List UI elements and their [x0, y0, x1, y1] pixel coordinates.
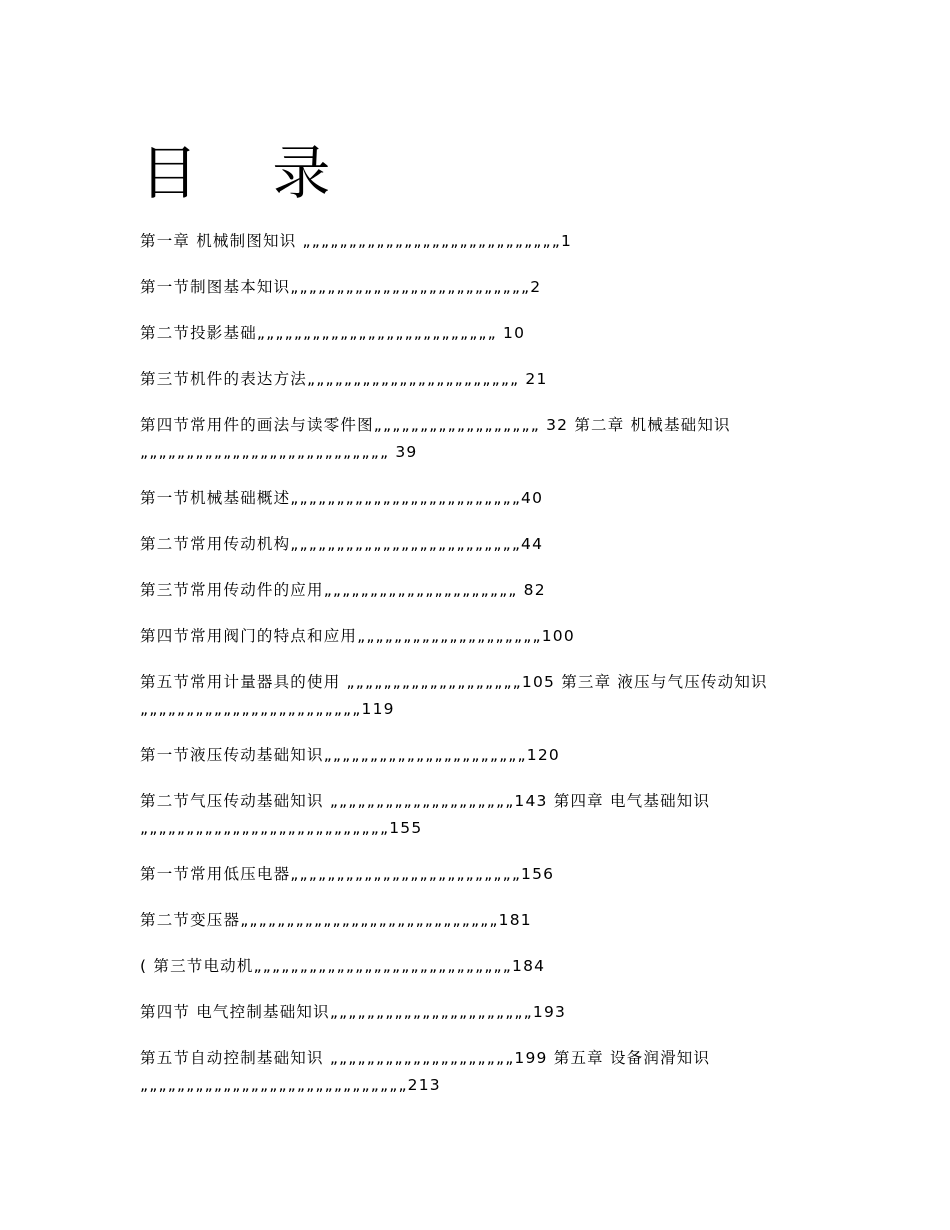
toc-entry: 第一节机械基础概述„„„„„„„„„„„„„„„„„„„„„„„„„40	[140, 489, 544, 507]
toc-entry: 第一章 机械制图知识 „„„„„„„„„„„„„„„„„„„„„„„„„„„„1	[140, 232, 573, 250]
toc-entry: 第二节常用传动机构„„„„„„„„„„„„„„„„„„„„„„„„„44	[140, 535, 544, 553]
toc-entry: 第五节自动控制基础知识 „„„„„„„„„„„„„„„„„„„„199 第五章 设备润滑知识„„„„„„„„„„„„„„„„„„„„„„„„„„„„„213	[140, 1049, 711, 1094]
toc-entry: 第四节 电气控制基础知识„„„„„„„„„„„„„„„„„„„„„„193	[140, 1003, 567, 1021]
toc-entry: 第二节变压器„„„„„„„„„„„„„„„„„„„„„„„„„„„„181	[140, 911, 532, 929]
toc-entry: 第四节常用件的画法与读零件图„„„„„„„„„„„„„„„„„„ 32 第二章 机械基础知识„„„„„„„„„„„„„„„„„„„„„„„„„„„ 39	[140, 416, 731, 461]
toc-entry: 第二节气压传动基础知识 „„„„„„„„„„„„„„„„„„„„143 第四章 电气基础知识 „„„„„„„„„„„„„„„„„„„„„„„„„„„155	[140, 792, 711, 837]
toc-entry: 第三节常用传动件的应用„„„„„„„„„„„„„„„„„„„„„ 82	[140, 581, 546, 599]
toc-entry: 第三节机件的表达方法„„„„„„„„„„„„„„„„„„„„„„„ 21	[140, 370, 548, 388]
toc-entry: 第一节常用低压电器„„„„„„„„„„„„„„„„„„„„„„„„„156	[140, 865, 555, 883]
toc-entry: ( 第三节电动机„„„„„„„„„„„„„„„„„„„„„„„„„„„„184	[140, 957, 546, 975]
toc-entry: 第五节常用计量器具的使用 „„„„„„„„„„„„„„„„„„„105 第三章 液压与气压传动知识„„„„„„„„„„„„„„„„„„„„„„„„119	[140, 673, 768, 718]
toc-title: 目 录	[140, 139, 359, 207]
toc-entry: 第一节制图基本知识„„„„„„„„„„„„„„„„„„„„„„„„„„2	[140, 278, 542, 296]
toc-entry: 第一节液压传动基础知识„„„„„„„„„„„„„„„„„„„„„„120	[140, 746, 560, 764]
toc-list	[140, 228, 820, 1118]
toc-entry: 第二节投影基础„„„„„„„„„„„„„„„„„„„„„„„„„„ 10	[140, 324, 526, 342]
toc-entry: 第四节常用阀门的特点和应用„„„„„„„„„„„„„„„„„„„„100	[140, 627, 575, 645]
